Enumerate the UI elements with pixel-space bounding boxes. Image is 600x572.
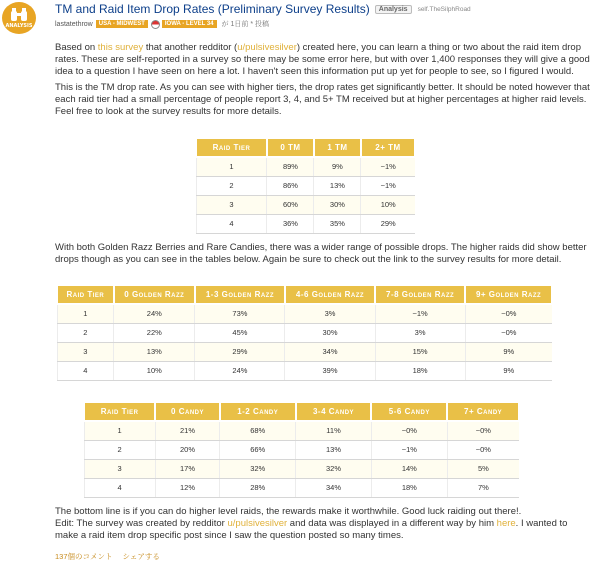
table-row: 3 60% 30% 10%	[196, 195, 415, 214]
table-row: 1 21% 68% 11% ~0% ~0%	[84, 421, 519, 440]
paragraph-tm: This is the TM drop rate. As you can see with higher tiers, the drop rates get significantly better. It should be noted however that each raid tier had a small percentage of people report 3, 4, and 5+ TM received but at higher percentages at higher raid levels. Feel free to look at the survey results for more details.	[55, 82, 590, 117]
table-header: Raid Tier	[196, 138, 267, 157]
candy-table-wrap	[83, 401, 520, 498]
table-header: 1 TM	[314, 138, 361, 157]
table-header: 7+ Candy	[447, 402, 519, 421]
share-link[interactable]: シェアする	[122, 552, 160, 561]
post-author[interactable]: lastatethrow	[55, 20, 93, 28]
table-row: 4 10% 24% 39% 18% 9%	[57, 361, 552, 380]
table-header: Raid Tier	[57, 285, 114, 304]
user-link[interactable]: u/pulsivesilver	[227, 518, 288, 529]
thumbnail-label: ANALYSIS	[5, 22, 33, 29]
razz-drop-table	[56, 284, 553, 381]
link-flair[interactable]: Analysis	[375, 5, 412, 14]
table-header: 3-4 Candy	[296, 402, 372, 421]
tm-drop-table	[195, 137, 416, 234]
table-row: 2 22% 45% 30% 3% ~0%	[57, 323, 552, 342]
table-header: 0 Candy	[155, 402, 220, 421]
table-row: 1 89% 9% ~1%	[196, 157, 415, 176]
table-row: 3 13% 29% 34% 15% 9%	[57, 342, 552, 361]
pokeball-icon	[151, 20, 160, 29]
post-domain[interactable]: self.TheSilphRoad	[417, 5, 471, 13]
binoculars-icon	[10, 8, 28, 22]
table-header: 1-3 Golden Razz	[195, 285, 285, 304]
post-actions	[55, 551, 170, 562]
tm-table-wrap	[195, 137, 416, 234]
paragraph-bottom-line: The bottom line is if you can do higher level raids, the rewards make it worthwhile. Good luck raiding out there!.	[55, 506, 522, 517]
table-header: 0 Golden Razz	[114, 285, 195, 304]
table-header: Raid Tier	[84, 402, 155, 421]
table-row: 3 17% 32% 32% 14% 5%	[84, 459, 519, 478]
comments-link[interactable]: 137個のコメント	[55, 552, 113, 561]
table-row: 1 24% 73% 3% ~1% ~0%	[57, 304, 552, 323]
post-time: が 1日前 * 投稿	[221, 21, 269, 28]
table-header: 7-8 Golden Razz	[375, 285, 465, 304]
post-body-middle	[55, 242, 592, 266]
table-header: 4-6 Golden Razz	[285, 285, 375, 304]
post-body-end	[55, 506, 592, 542]
user-flair-level: IOWA - LEVEL 34	[162, 20, 217, 28]
table-header: 1-2 Candy	[220, 402, 296, 421]
post-thumbnail[interactable]	[2, 2, 36, 34]
here-link[interactable]: here	[496, 518, 516, 529]
user-flair-region: USA - MIDWEST	[96, 20, 148, 28]
table-row: 4 12% 28% 34% 18% 7%	[84, 478, 519, 497]
table-row: 4 36% 35% 29%	[196, 214, 415, 233]
paragraph-intro: Based on this survey that another redditor (u/pulsivesilver) created here, you can learn a thing or two about the raid item drop rates. These are self-reported in a survey so there may be some error here, but with over 1,400 responses they will give a good idea to a question I have seen on here a lot. I haven't seen this information put up yet for people to see, so I figured I would.	[55, 42, 590, 77]
paragraph-edit: Edit: The survey was created by redditor u/pulsivesilver and data was displayed in a different way by him here. I wanted to make a raid item drop specific post since I saw the question posted so many times.	[55, 518, 568, 541]
paragraph-razz-candy: With both Golden Razz Berries and Rare Candies, there was a wider range of possible drops. The higher raids did show better drops though as you can see in the tables below. Again be sure to check out the link to the survey results for more detail.	[55, 242, 587, 265]
table-header: 5-6 Candy	[371, 402, 447, 421]
table-header: 9+ Golden Razz	[465, 285, 552, 304]
user-link[interactable]: u/pulsivesilver	[237, 42, 297, 53]
post-title[interactable]: TM and Raid Item Drop Rates (Preliminary Survey Results)	[55, 2, 370, 16]
table-header: 2+ TM	[361, 138, 415, 157]
post-body	[55, 42, 592, 122]
table-header: 0 TM	[267, 138, 314, 157]
candy-drop-table	[83, 401, 520, 498]
razz-table-wrap	[56, 284, 553, 381]
survey-link[interactable]: this survey	[97, 42, 144, 53]
table-row: 2 86% 13% ~1%	[196, 176, 415, 195]
table-row: 2 20% 66% 13% ~1% ~0%	[84, 440, 519, 459]
post-header	[55, 2, 596, 29]
